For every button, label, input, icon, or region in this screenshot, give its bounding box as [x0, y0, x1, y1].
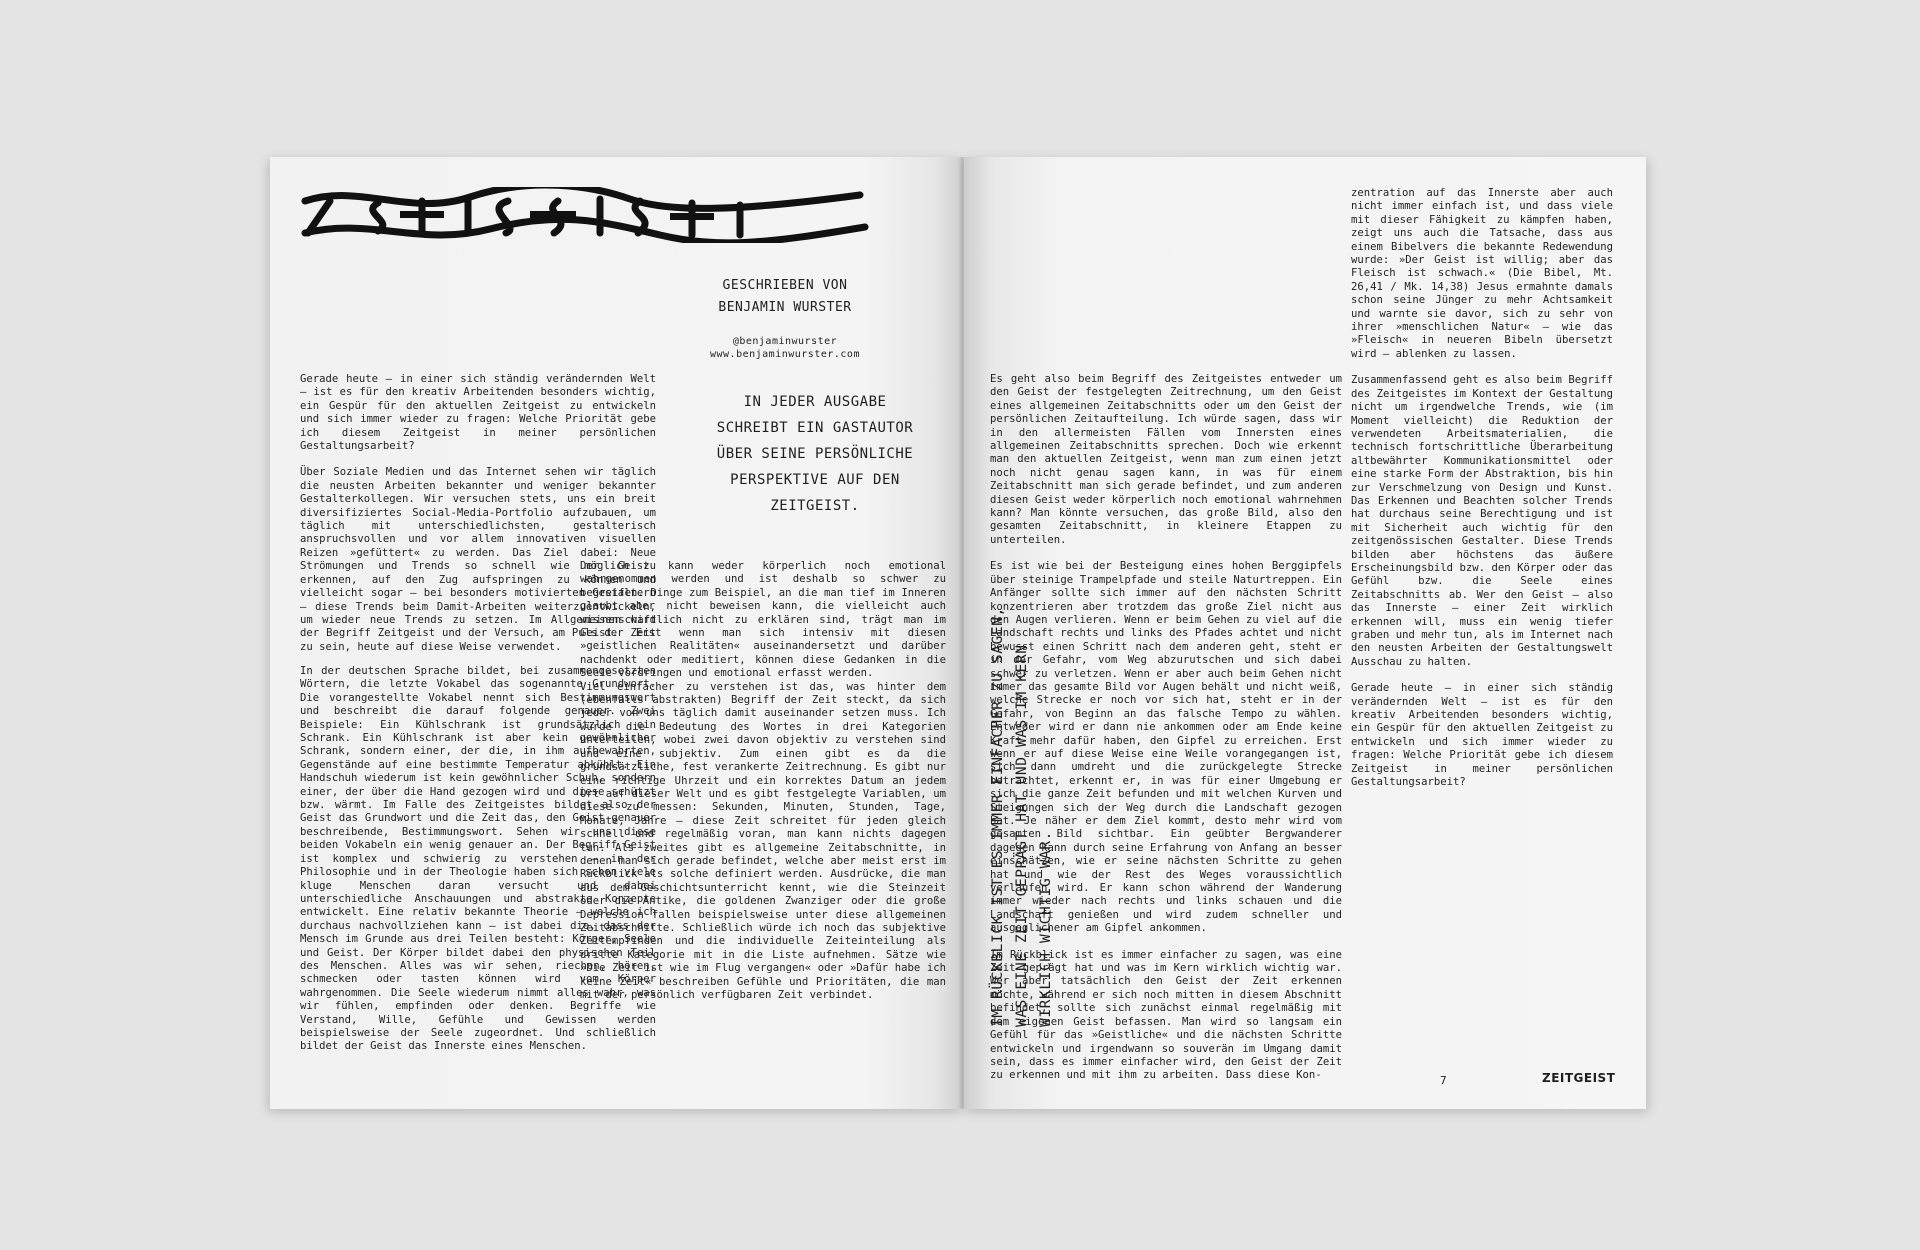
paragraph: Im Rückblick ist es immer einfacher zu sagen, was eine Zeit geprägt hat und was im Kern wirklich wichtig war. Wer aber tatsächlich den Geist der Zeit erkennen möchte, während er sich noch mitten in diesem Abschnitt befindet, sollte sich zunächst einmal regelmäßig mit dem eigenen Geist befassen. Man wird so langsam ein Gefühl für das »Geistliche« und die nächsten Schritte entwickeln und irgendwann so souverän im Umgang damit sein, dass es immer einfacher wird, den Geist der Zeit zu erkennen und mit ihm zu arbeiten. Dass diese Kon- — [990, 948, 1342, 1082]
page-number: 7 — [1440, 1074, 1447, 1087]
masthead-logo — [300, 187, 870, 243]
paragraph: Viel einfacher zu verstehen ist das, was hinter dem (ebenfalls abstrakten) Begriff der Zeit steckt, da sich jeder von uns täglich damit auseinander setzen muss. Ich würde die Bedeutung des Wortes in drei Kategorien unterteilen, wobei zwei davon objektiv zu verstehen sind und eine subjektiv. Zum einen gibt es da die grundsätzliche, fest verankerte Zeitrechnung. Es gibt nur eine richtige Uhrzeit und ein korrektes Datum an jedem Ort auf dieser Welt und es gibt festgelegte Variablen, um diese zu messen: Sekunden, Minuten, Stunden, Tage, Monate, Jahre – diese Zeit schreitet für jeden gleich schnell und regelmäßig voran, man kann nichts dagegen tun. Als zweites gibt es allgemeine Zeitabschnitte, in denen man sich gerade befindet, welche aber meist erst im Rückblick als solche definiert werden. Ausdrücke, die man aus dem Geschichtsunterricht kennt, wie die Steinzeit oder die Antike, die goldenen Zwanziger oder die große Depression fallen beispielsweise unter diese allgemeinen Zeitabschnitte. Schließlich würde ich noch das subjektive Zeitempfinden und die individuelle Zeiteinteilung als dritte Kategorie mit in die Liste aufnehmen. Sätze wie »Die Zeit ist wie im Flug vergangen« oder »Dafür habe ich keine Zeit« beschreiben Gefühle und Prioritäten, die man mit der persönlich verfügbaren Zeit verbindet. — [580, 680, 946, 1001]
byline-label: GESCHRIEBEN VON — [722, 278, 848, 293]
byline-website: www.benjaminwurster.com — [710, 349, 860, 360]
vertical-pull-quote-text: IM RÜCKBLICK IST ES IMMER EINFACHER ZU SAGEN, WAS EINE ZEIT GEPRÄGT HAT UND WAS IM KERN WIRKLICH WICHTIG WAR. — [990, 607, 1054, 1027]
paragraph: Über Soziale Medien und das Internet sehen wir täglich die neusten Arbeiten bekannter und weniger bekannter Gestalterkollegen. Wir versuchen stets, uns ein breit diversifiziertes Social-Media-Portfolio aufzubauen, um täglich mit unterschiedlichsten, gestalterisch anspruchsvollen und vor allem innovativen visuellen Reizen »gefüttert« zu werden. Das Ziel dabei: Neue Strömungen und Trends so schnell wie möglich zu erkennen, auf den Zug aufspringen zu können und vielleicht sogar – bei besonders motivierten Gestaltern – diese Trends beim Damit-Arbeiten weiterzuentwickeln, um wieder neue Trends zu setzen. Im Allgemeinen wird der Begriff Zeitgeist und der Versuch, am Puls der Zeit zu sein, heute auf diese Weise verwendet. — [300, 466, 656, 653]
byline — [650, 275, 920, 361]
paragraph: zentration auf das Innerste aber auch nicht immer einfach ist, und dass viele mit dieser Fähigkeit zu kämpfen haben, zeigt uns auch die Tatsache, dass aus einem Bibelvers die bekannte Redewendung wurde: »Der Geist ist willig; aber das Fleisch ist schwach.« (Die Bibel, Mt. 26,41 / Mk. 14,38) Jesus ermahnte damals schon seine Jünger zu mehr Achtsamkeit und warnte sie davor, sich zu sehr von ihrer »menschlichen Natur« – wie das »Fleisch« in neueren Bibeln übersetzt wird – ablenken zu lassen. — [1351, 187, 1613, 360]
paragraph: Es ist wie bei der Besteigung eines hohen Berggipfels über steinige Trampelpfade und steile Naturtreppen. Ein Anfänger sollte sich immer auf den nächsten Schritt konzentrieren aber trotzdem das große Ziel nicht aus den Augen verlieren. Wenn er beim Gehen zu viel auf die Landschaft rechts und links des Pfades achtet und nicht bewusst einen Schritt nach dem anderen geht, steht er in der Gefahr, vom Weg abzurutschen und sich dabei schwer zu verletzen. Wenn er aber auch beim Gehen nicht immer das gesamte Bild vor Augen behält und nicht weiß, welche Strecke er noch vor sich hat, steht er in der Gefahr, von Beginn an das falsche Tempo zu wählen. Entweder wird er dann nie ankommen oder am Ende keine Kraft mehr dafür haben, den Gipfel zu erreichen. Erst wenn er auf diese Weise eine Weile vorangegangen ist, sich dann umdreht und die zurückgelegte Strecke betrachtet, erkennt er, in was für einer Umgebung er sich die ganze Zeit befunden und mit welchen Kurven und Steigungen sich der Weg durch die Landschaft gezogen hat. Je näher er dem Ziel kommt, desto mehr wird vom gesamten Bild sichtbar. Ein geübter Bergwanderer dagegen kann durch seine Erfahrung von Anfang an besser einschätzen, wie er seine nächsten Schritte zu gehen hat und wie der Rest des Weges voraussichtlich verlaufen wird. Er kann schon während der Wanderung immer wieder nach rechts und links schauen und die Landschaft genießen und wird zudem schneller und ausgeglichener am Gipfel ankommen. — [990, 560, 1342, 935]
footer-brand: ZEITGEIST — [1542, 1071, 1616, 1085]
paragraph: Der Geist kann weder körperlich noch emotional wahrgenommen werden und ist deshalb so schwer zu begreifen. Dinge zum Beispiel, an die man tief im Inneren glaubt aber nicht beweisen kann, die vielleicht auch wissenschaftlich nicht zu erklären sind, trägt man im Geist. Erst wenn man sich intensiv mit diesen »geistlichen Realitäten« auseinandersetzt und darüber nachdenkt oder meditiert, können diese Gedanken in die Seele vordringen und emotional erfasst werden. — [580, 560, 946, 680]
right-page — [964, 157, 1646, 1109]
paragraph: Es geht also beim Begriff des Zeitgeistes entweder um den Geist der festgelegten Zeitrechnung, um den Geist eines allgemeinen Zeitabschnitts oder um den Geist der persönlichen Zeitaufteilung. Ich würde sagen, dass wir in den allermeisten Fällen vom Innersten eines allgemeinen Zeitabschnitts sprechen. Doch wie erkennt man den aktuellen Zeitgeist, wenn man zum einen jetzt noch nicht genau sagen kann, in was für einem Zeitabschnitt man sich gerade befindet, und zum anderen diesen Geist weder körperlich noch emotional wahrnehmen kann? Man könnte versuchen, das große Bild, also den gesamten Zeitabschnitt, in kleinere Etappen zu unterteilen. — [990, 373, 1342, 546]
paragraph: Gerade heute – in einer sich ständig verändernden Welt – ist es für den kreativ Arbeitenden besonders wichtig, ein Gespür für den aktuellen Zeitgeist zu entwickeln und sich immer wieder zu fragen: Welche Priorität gebe ich diesem Zeitgeist in meiner persönlichen Gestaltungsarbeit? — [1351, 682, 1613, 789]
intro-quote: IN JEDER AUSGABE SCHREIBT EIN GASTAUTOR ÜBER SEINE PERSÖNLICHE PERSPEKTIVE AUF DEN ZEITGEIST. — [716, 394, 914, 514]
paragraph: Gerade heute – in einer sich ständig verändernden Welt – ist es für den kreativ Arbeitenden besonders wichtig, ein Gespür für den aktuellen Zeitgeist zu entwickeln und sich immer wieder zu fragen: Welche Priorität gebe ich diesem Zeitgeist in meiner persönlichen Gestaltungsarbeit? — [300, 373, 656, 453]
paragraph: In der deutschen Sprache bildet, bei zusammengesetzten Wörtern, die letzte Vokabel das sogenannte Grundwort. Die vorangestellte Vokabel nennt sich Bestimmungswort und beschreibt die darauf folgende genauer. Zwei Beispiele: Ein Kühlschrank ist grundsätzlich ein Schrank. Ein Kühlschrank ist aber kein gewöhnlicher Schrank, sondern einer, der die, in ihm aufbewahrten, Gegenstände auf eine bestimmte Temperatur abkühlt. Ein Handschuh wiederum ist kein gewöhnlicher Schuh, sondern einer, der über die Hand gezogen wird und diese schützt bzw. wärmt. Im Falle des Zeitgeistes bildet also der Geist das Grundwort und die Zeit das, den Geist genauer beschreibende, Bestimmungswort. Sehen wir uns diese beiden Vokabeln ein wenig genauer an. Der Begriff Geist ist komplex und schwierig zu verstehen – in der Philosophie und in der Theologie haben sich schon viele kluge Menschen daran versucht und dabei unterschiedliche Anschauungen und abstrakte Konzepte entwickelt. Eine relativ bekannte Theorie – welche ich durchaus nachvollziehen kann – ist dabei die, dass der Mensch im Grunde aus drei Teilen besteht: Körper, Seele und Geist. Der Körper bildet dabei den physischen Teil des Menschen. Alles was wir sehen, riechen, hören, schmecken oder tasten können wird vom Körper wahrgenommen. Die Seele wiederum nimmt alles wahr, was wir fühlen, empfinden oder denken. Begriffe wie Verstand, Wille, Gefühle und Gewissen werden beispielsweise der Seele zugeordnet. Und schließlich bildet der Geist das Innerste eines Menschen. — [300, 665, 656, 1053]
body-column-middle — [580, 560, 946, 1015]
vertical-pull-quote — [986, 587, 1096, 1027]
byline-author: BENJAMIN WURSTER — [718, 300, 852, 315]
byline-handle: @benjaminwurster — [732, 336, 838, 347]
paragraph: Zusammenfassend geht es also beim Begriff des Zeitgeistes im Kontext der Gestaltung nicht um irgendwelche Trends, wie (im Moment vielleicht) die Reduktion der verwendeten Arbeitsmaterialien, die technisch fortschrittliche Überarbeitung altbewährter Kommunikationsmittel oder eine starke Form der Abstraktion, bis hin zur Verschmelzung von Design und Kunst. Das Erkennen und Beachten solcher Trends hat durchaus seine Berechtigung und ist mit Sicherheit auch wichtig für den zeitgenössischen Gestalter. Diese Trends bilden aber höchstens das äußere Erscheinungsbild bzw. den Körper oder das Gefühl bzw. die Seele eines Zeitabschnitts ab. Wer den Geist – also das Innerste – einer Zeit wirklich erkennen will, muss ein wenig tiefer graben und mehr tun, als im Internet nach den neusten Arbeiten der Gestaltungswelt Ausschau zu halten. — [1351, 374, 1613, 668]
masthead-lettering-icon — [300, 187, 870, 243]
body-column-right-2 — [1351, 187, 1613, 802]
left-page — [270, 157, 963, 1109]
